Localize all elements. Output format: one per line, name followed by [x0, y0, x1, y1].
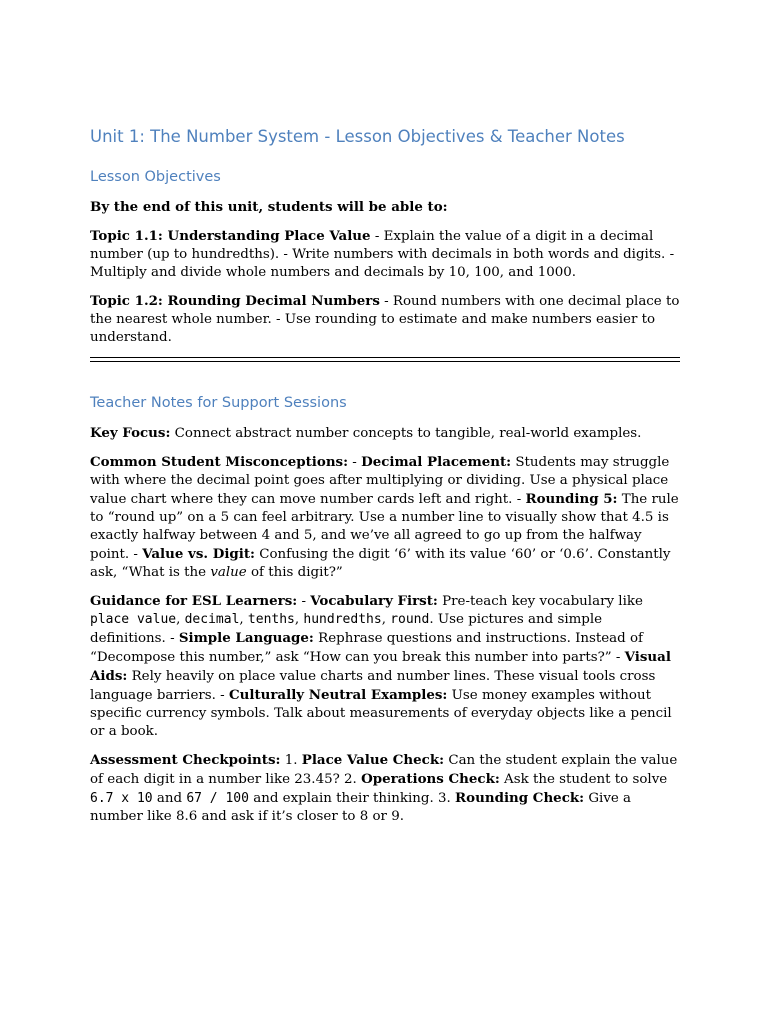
code-divide-example: 67 / 100: [186, 791, 249, 806]
esl-text-2: Pre-teach key vocabulary like: [437, 594, 643, 609]
topic-2-text: - Round numbers with one decimal place to the nearest whole number. - Use rounding to estimate and make numbers easier to understand.: [90, 294, 680, 345]
misconceptions-text-5: of this digit?”: [246, 565, 343, 580]
decimal-placement-label: Decimal Placement:: [361, 454, 512, 470]
esl-sep-3: ,: [294, 612, 304, 627]
code-decimal: decimal: [184, 612, 240, 627]
section-divider: [90, 357, 680, 362]
esl-text-5: Rely heavily on place value charts and number lines. These visual tools cross language barriers. -: [90, 669, 656, 703]
objectives-heading: Lesson Objectives: [90, 169, 221, 185]
simple-language-label: Simple Language:: [178, 630, 314, 646]
topic-1-paragraph: [90, 227, 680, 282]
misconceptions-text-4: Confusing the digit ‘6’ with its value ‘60’ or ‘0.6’. Constantly ask, “What is the: [90, 547, 671, 580]
assessment-text-2: Can the student explain the value of each digit in a number like 23.45? 2.: [90, 753, 678, 787]
notes-heading: Teacher Notes for Support Sessions: [90, 395, 347, 411]
objectives-intro-text: By the end of this unit, students will be able to:: [90, 199, 448, 215]
misconceptions-text-3: The rule to “round up” on a 5 can feel arbitrary. Use a number line to visually show that 4.5 is exactly halfway between 4 and 5, and we’ve all agreed to go up from the halfway point. -: [90, 492, 679, 562]
esl-text-1: -: [297, 594, 311, 609]
topic-2-paragraph: [90, 292, 680, 347]
esl-text-6: Use money examples without specific currency symbols. Talk about measurements of everyday objects like a pencil or a book.: [90, 688, 672, 739]
operations-check-label: Operations Check:: [361, 771, 500, 787]
key-focus-text: Connect abstract number concepts to tangible, real-world examples.: [170, 426, 642, 441]
assessment-paragraph: [90, 751, 680, 826]
value-emphasis: value: [210, 565, 247, 580]
vocabulary-first-label: Vocabulary First:: [310, 593, 438, 609]
esl-label: Guidance for ESL Learners:: [90, 593, 298, 609]
key-focus-paragraph: [90, 424, 680, 443]
document-content: [90, 122, 680, 836]
rounding-5-label: Rounding 5:: [525, 491, 618, 507]
misconceptions-label: Common Student Misconceptions:: [90, 454, 349, 470]
assessment-text-3: Ask the student to solve: [499, 772, 668, 787]
place-value-check-label: Place Value Check:: [301, 752, 445, 768]
page-title: Unit 1: The Number System - Lesson Objectives & Teacher Notes: [90, 127, 625, 146]
assessment-text-4: and: [152, 791, 187, 806]
culturally-neutral-label: Culturally Neutral Examples:: [228, 687, 448, 703]
esl-sep-1: ,: [176, 612, 185, 627]
esl-text-3: . Use pictures and simple definitions. -: [90, 612, 603, 646]
esl-text-4: Rephrase questions and instructions. Instead of “Decompose this number,” ask “How can you break this number into parts?” -: [90, 631, 644, 665]
esl-sep-2: ,: [239, 612, 248, 627]
misconceptions-text-2: Students may struggle with where the decimal point goes after multiplying or dividing. Use a physical place value chart where they can move number cards left and right. -: [90, 455, 670, 507]
rounding-check-label: Rounding Check:: [455, 790, 585, 806]
topic-1-label: Topic 1.1: Understanding Place Value: [90, 228, 371, 244]
assessment-label: Assessment Checkpoints:: [90, 752, 281, 768]
code-place-value: place value: [90, 612, 177, 627]
value-vs-digit-label: Value vs. Digit:: [142, 546, 255, 562]
misconceptions-text-1: -: [348, 455, 362, 470]
objectives-intro: [90, 198, 680, 217]
topic-1-text: - Explain the value of a digit in a decimal number (up to hundredths). - Write numbers with decimals in both words and digits. - Multiply and divide whole numbers and decimals by 10, 100, and 1000.: [90, 229, 675, 280]
assessment-text-5: and explain their thinking. 3.: [248, 791, 456, 806]
esl-paragraph: [90, 592, 680, 741]
assessment-text-6: Give a number like 8.6 and ask if it’s closer to 8 or 9.: [90, 791, 632, 824]
visual-aids-label: Visual Aids:: [90, 649, 671, 684]
assessment-text-1: 1.: [280, 753, 302, 768]
code-tenths: tenths: [247, 612, 295, 627]
code-multiply-example: 6.7 x 10: [90, 791, 153, 806]
code-hundredths: hundredths: [303, 612, 382, 627]
topic-2-label: Topic 1.2: Rounding Decimal Numbers: [90, 293, 380, 309]
esl-sep-4: ,: [381, 612, 391, 627]
misconceptions-paragraph: [90, 453, 680, 582]
code-round: round: [390, 612, 430, 627]
key-focus-label: Key Focus:: [90, 425, 171, 441]
